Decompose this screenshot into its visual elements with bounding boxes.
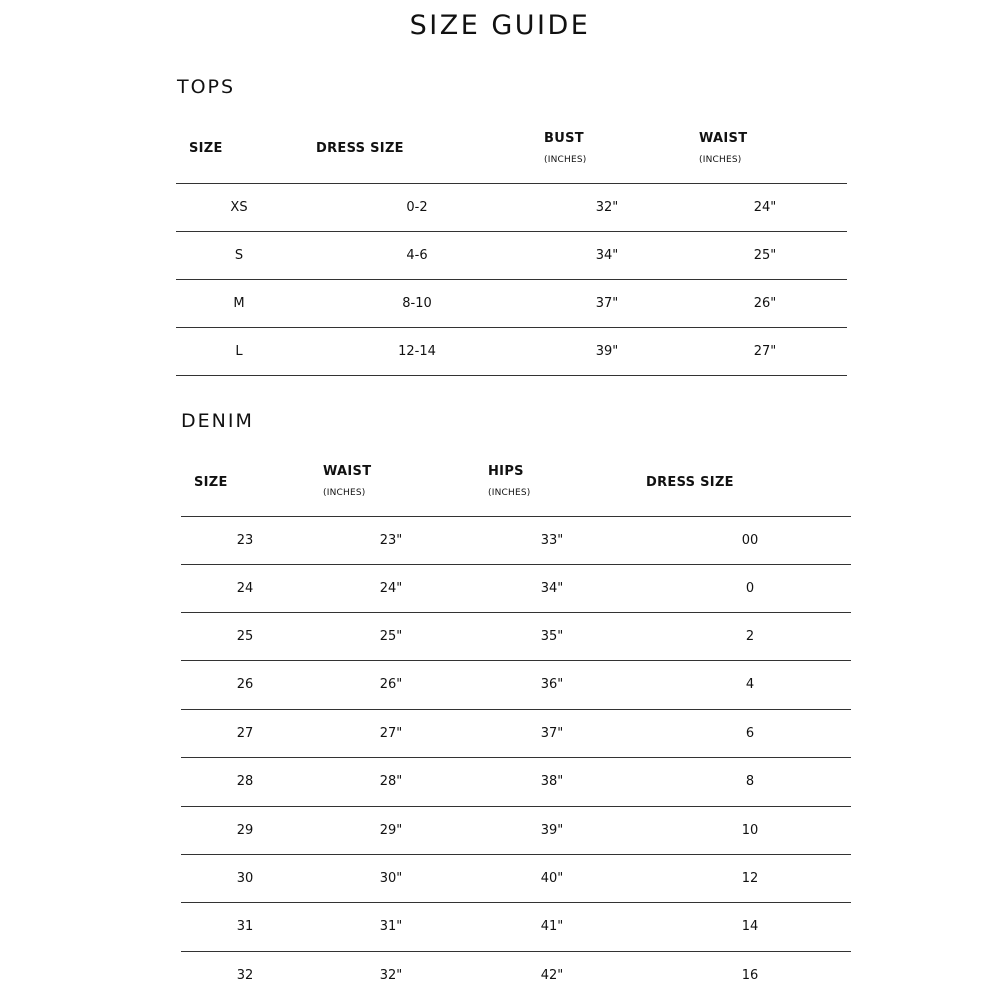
denim-dress-cell: 00 xyxy=(741,533,759,548)
table-row xyxy=(176,328,847,376)
denim-hips-cell: 34" xyxy=(540,581,564,596)
denim-section-title: DENIM xyxy=(181,410,254,432)
tops-dress-cell: 12-14 xyxy=(398,344,436,359)
denim-size-cell: 32 xyxy=(236,968,254,983)
denim-hips-cell: 40" xyxy=(540,871,564,886)
denim-hips-cell: 35" xyxy=(540,629,564,644)
row-divider xyxy=(176,375,847,376)
table-row xyxy=(181,952,851,1000)
denim-size-cell: 23 xyxy=(236,533,254,548)
tops-dress-cell: 0-2 xyxy=(406,200,428,215)
denim-size-cell: 31 xyxy=(236,919,254,934)
denim-waist-cell: 29" xyxy=(379,823,403,838)
tops-header-bust: BUST xyxy=(544,131,584,146)
denim-waist-cell: 24" xyxy=(379,581,403,596)
denim-hips-cell: 38" xyxy=(540,774,564,789)
tops-waist-cell: 27" xyxy=(753,344,777,359)
denim-dress-cell: 14 xyxy=(741,919,759,934)
denim-waist-cell: 28" xyxy=(379,774,403,789)
denim-hips-cell: 36" xyxy=(540,677,564,692)
denim-waist-cell: 32" xyxy=(379,968,403,983)
denim-size-cell: 26 xyxy=(236,677,254,692)
denim-header-waist: WAIST xyxy=(323,464,372,479)
denim-waist-cell: 23" xyxy=(379,533,403,548)
denim-dress-cell: 6 xyxy=(745,726,755,741)
table-row xyxy=(176,232,847,280)
tops-waist-cell: 24" xyxy=(753,200,777,215)
tops-bust-cell: 37" xyxy=(595,296,619,311)
tops-size-cell: XS xyxy=(230,200,248,215)
tops-header-waist: WAIST xyxy=(699,131,748,146)
table-row xyxy=(181,661,851,709)
table-row xyxy=(181,903,851,951)
denim-hips-cell: 37" xyxy=(540,726,564,741)
table-row xyxy=(181,807,851,855)
tops-dress-cell: 4-6 xyxy=(406,248,428,263)
table-row xyxy=(176,184,847,232)
denim-header-size: SIZE xyxy=(194,475,228,490)
denim-dress-cell: 12 xyxy=(741,871,759,886)
tops-header-bust-unit: (INCHES) xyxy=(544,155,587,165)
tops-size-cell: M xyxy=(233,296,245,311)
table-row xyxy=(181,565,851,613)
tops-header-size: SIZE xyxy=(189,141,223,156)
table-row xyxy=(181,855,851,903)
denim-waist-cell: 26" xyxy=(379,677,403,692)
tops-header-dress-size: DRESS SIZE xyxy=(316,141,404,156)
table-row xyxy=(176,280,847,328)
denim-size-cell: 27 xyxy=(236,726,254,741)
denim-header-waist-unit: (INCHES) xyxy=(323,488,366,498)
denim-size-cell: 30 xyxy=(236,871,254,886)
denim-hips-cell: 33" xyxy=(540,533,564,548)
tops-size-cell: S xyxy=(234,248,244,263)
denim-size-cell: 28 xyxy=(236,774,254,789)
denim-dress-cell: 8 xyxy=(745,774,755,789)
table-row xyxy=(181,517,851,565)
denim-size-cell: 25 xyxy=(236,629,254,644)
table-row xyxy=(181,710,851,758)
denim-hips-cell: 42" xyxy=(540,968,564,983)
denim-size-cell: 29 xyxy=(236,823,254,838)
denim-header-hips: HIPS xyxy=(488,464,524,479)
denim-waist-cell: 25" xyxy=(379,629,403,644)
denim-dress-cell: 2 xyxy=(745,629,755,644)
page-title: SIZE GUIDE xyxy=(409,10,591,41)
denim-dress-cell: 4 xyxy=(745,677,755,692)
tops-bust-cell: 32" xyxy=(595,200,619,215)
denim-waist-cell: 31" xyxy=(379,919,403,934)
tops-waist-cell: 26" xyxy=(753,296,777,311)
tops-waist-cell: 25" xyxy=(753,248,777,263)
denim-dress-cell: 0 xyxy=(745,581,755,596)
denim-size-cell: 24 xyxy=(236,581,254,596)
tops-bust-cell: 39" xyxy=(595,344,619,359)
denim-hips-cell: 39" xyxy=(540,823,564,838)
denim-dress-cell: 10 xyxy=(741,823,759,838)
denim-hips-cell: 41" xyxy=(540,919,564,934)
table-row xyxy=(181,613,851,661)
tops-header-waist-unit: (INCHES) xyxy=(699,155,742,165)
denim-waist-cell: 30" xyxy=(379,871,403,886)
denim-waist-cell: 27" xyxy=(379,726,403,741)
tops-dress-cell: 8-10 xyxy=(402,296,432,311)
tops-section-title: TOPS xyxy=(177,76,236,98)
denim-header-dress-size: DRESS SIZE xyxy=(646,475,734,490)
tops-size-cell: L xyxy=(235,344,243,359)
denim-dress-cell: 16 xyxy=(741,968,759,983)
denim-header-hips-unit: (INCHES) xyxy=(488,488,531,498)
table-row xyxy=(181,758,851,806)
tops-bust-cell: 34" xyxy=(595,248,619,263)
